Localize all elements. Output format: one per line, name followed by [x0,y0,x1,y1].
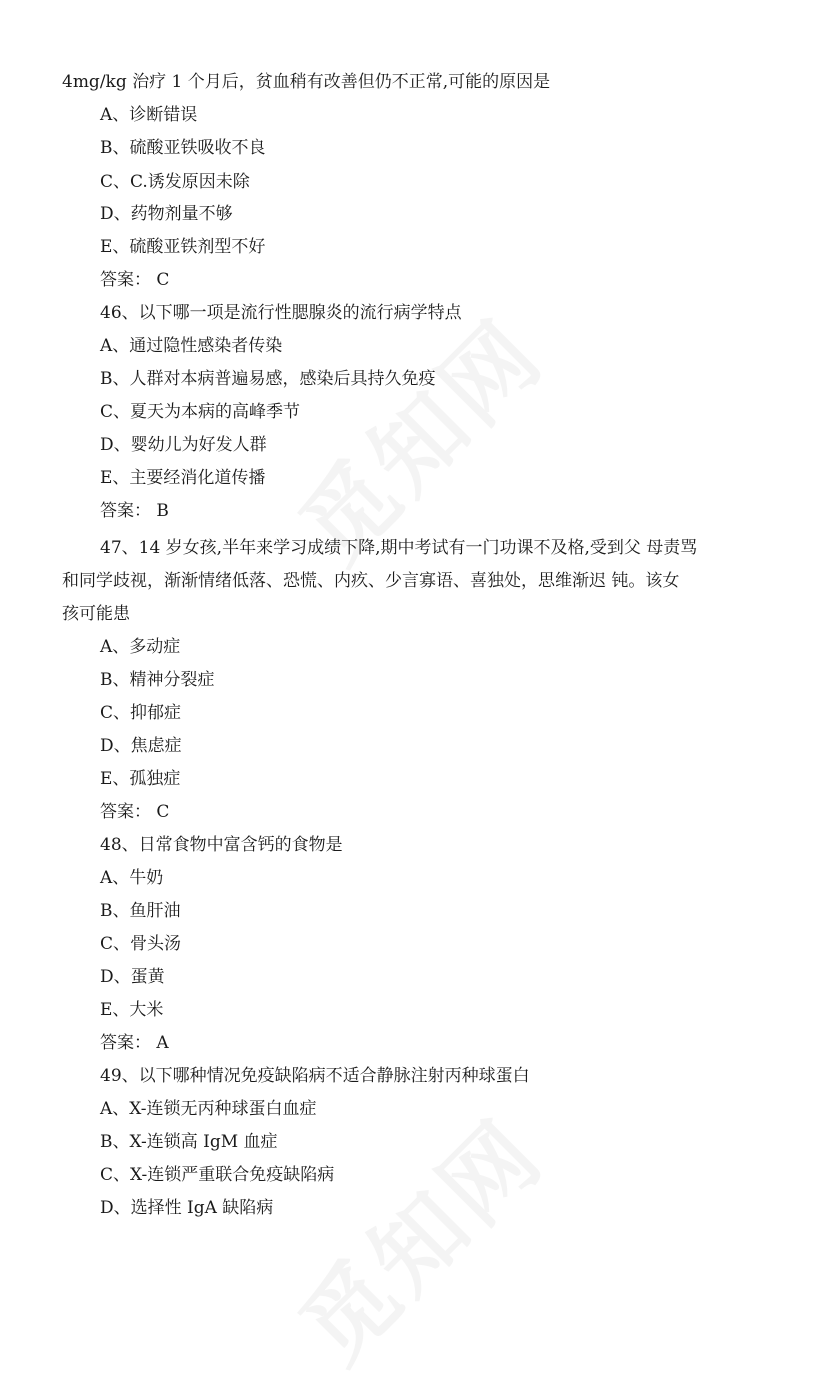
option-b: B、鱼肝油 [100,901,181,921]
option-a: A、多动症 [100,637,181,657]
option-d: D、蛋黄 [100,967,165,987]
option-a: A、牛奶 [100,868,164,888]
option-c: C、骨头汤 [100,934,182,954]
watermark [266,1085,567,1386]
question-47-stem-line-1: 47、14 岁女孩,半年来学习成绩下降,期中考试有一门功课不及格,受到父 母责骂 [100,538,698,558]
option-d: D、焦虑症 [100,736,182,756]
question-46-stem: 46、以下哪一项是流行性腮腺炎的流行病学特点 [100,303,462,323]
option-a: A、X-连锁无丙种球蛋白血症 [100,1099,317,1119]
option-b: B、X-连锁高 IgM 血症 [100,1132,278,1152]
option-a: A、诊断错误 [100,105,198,125]
option-c: C、C.诱发原因未除 [100,172,250,192]
option-c: C、夏天为本病的高峰季节 [100,402,301,422]
option-b: B、精神分裂症 [100,670,215,690]
answer: 答案： C [100,802,170,822]
question-45-stem-continued: 4mg/kg 治疗 1 个月后，贫血稍有改善但仍不正常,可能的原因是 [62,72,551,92]
option-e: E、孤独症 [100,769,181,789]
option-d: D、婴幼儿为好发人群 [100,435,267,455]
answer: 答案： A [100,1033,169,1053]
option-d: D、药物剂量不够 [100,204,233,224]
question-47-stem-line-2: 和同学歧视，渐渐情绪低落、恐慌、内疚、少言寡语、喜独处，思维渐迟 钝。该女 [62,571,680,591]
answer: 答案： B [100,501,169,521]
option-c: C、抑郁症 [100,703,182,723]
option-e: E、主要经消化道传播 [100,468,266,488]
option-e: E、硫酸亚铁剂型不好 [100,237,266,257]
option-e: E、大米 [100,1000,164,1020]
option-a: A、通过隐性感染者传染 [100,336,283,356]
question-47-stem-line-3: 孩可能患 [62,604,130,624]
option-b: B、人群对本病普遍易感，感染后具持久免疫 [100,369,436,389]
option-d: D、选择性 IgA 缺陷病 [100,1198,274,1218]
option-c: C、X-连锁严重联合免疫缺陷病 [100,1165,335,1185]
option-b: B、硫酸亚铁吸收不良 [100,138,266,158]
answer: 答案： C [100,270,170,290]
question-49-stem: 49、以下哪种情况免疫缺陷病不适合静脉注射丙种球蛋白 [100,1066,530,1086]
question-48-stem: 48、日常食物中富含钙的食物是 [100,835,343,855]
